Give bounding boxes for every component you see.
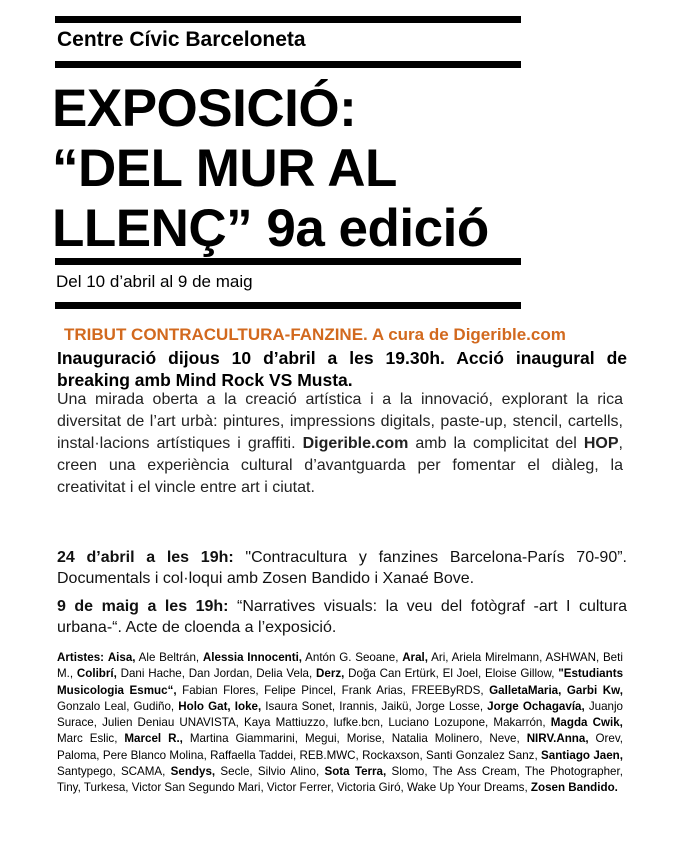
artist-name: Secle,: [220, 765, 253, 779]
artist-name: Makarrón,: [493, 716, 546, 730]
artist-name: Jorge Ochagavía,: [487, 699, 585, 713]
venue-name: Centre Cívic Barceloneta: [57, 28, 306, 51]
artist-name: Victoria Giró,: [336, 781, 404, 795]
artist-name: Jorge Losse,: [415, 699, 484, 713]
artist-name: Raffaella Taddei,: [210, 748, 297, 762]
artist-name: SCAMA,: [120, 765, 166, 779]
title-line-3: LLENÇ” 9a edició: [52, 199, 489, 258]
artist-name: Juanjo Surace,: [57, 699, 623, 730]
artist-name: Luciano Lozupone,: [388, 716, 489, 730]
artist-name: Eloise Gillow,: [484, 667, 555, 681]
dates-rule: [55, 302, 521, 309]
event-date: 24 d’abril a les 19h:: [57, 549, 234, 566]
artist-name: Gonzalo Leal,: [57, 699, 130, 713]
artist-name: Delia Vela,: [256, 667, 313, 681]
artist-name: Isaura Sonet,: [265, 699, 336, 713]
artist-name: Silvio Alino,: [257, 765, 320, 779]
artist-name: Sota Terra,: [324, 765, 387, 779]
event-date: 9 de maig a les 19h:: [57, 598, 229, 615]
artist-name: Pere Blanco Molina,: [102, 748, 207, 762]
artist-name: Frank Arias,: [341, 683, 406, 697]
event-text: "Contracultura y fanzines Barcelona-París 70-90”. Documentals i col·loqui amb Zosen Bandido i Xanaé Bove.: [57, 549, 628, 587]
artist-name: Jaikü,: [381, 699, 412, 713]
artist-name: Magda Cwik,: [550, 716, 623, 730]
artist-names: [57, 651, 623, 794]
tribute-heading: TRIBUT CONTRACULTURA-FANZINE. A cura de Digerible.com: [64, 325, 566, 344]
artist-name: Aisa,: [107, 651, 136, 664]
title-line-1: EXPOSICIÓ:: [52, 79, 357, 138]
description-paragraph: [57, 389, 623, 499]
artist-name: Dani Hache,: [120, 667, 185, 681]
artist-name: Neve,: [489, 732, 520, 746]
artist-name: lufke.bcn,: [333, 716, 384, 730]
artist-name: Ari,: [431, 651, 449, 664]
artist-name: Derz,: [316, 667, 345, 681]
artist-name: Megui,: [304, 732, 340, 746]
artist-name: ASHWAN,: [545, 651, 600, 664]
artist-name: Martina Giammarini,: [189, 732, 298, 746]
event-text: “Narratives visuals: la veu del fotògraf -art I cultura urbana-“. Acte de cloenda a l’exposició.: [57, 598, 627, 636]
venue-rule: [55, 61, 521, 68]
exhibition-title: [52, 79, 489, 259]
artist-name: Rockaxson,: [362, 748, 423, 762]
artist-name: The Photographer,: [524, 765, 623, 779]
artist-name: Irannis,: [339, 699, 378, 713]
artist-name: Felipe Pincel,: [264, 683, 337, 697]
artist-name: Marcel R.,: [124, 732, 183, 746]
artist-name: Gudiño,: [133, 699, 175, 713]
artist-name: Santi Gonzalez Sanz,: [426, 748, 538, 762]
artist-name: Santiago Jaen,: [541, 748, 623, 762]
artist-name: El Joel,: [442, 667, 482, 681]
artist-name: Beti M.,: [57, 651, 623, 681]
artist-name: Antón G. Seoane,: [305, 651, 399, 664]
artist-name: Slomo,: [391, 765, 428, 779]
artist-name: Orev,: [595, 732, 623, 746]
top-rule: [55, 16, 521, 23]
artist-name: Zosen Bandido.: [530, 781, 618, 795]
event-item: [57, 547, 627, 589]
description-part-3: , creen una experiència cultural d’avantguarda per fomentar el diàleg, la creativitat i el vincle entre art i ciutat.: [57, 435, 623, 496]
artist-name: Tiny,: [57, 781, 81, 795]
artist-name: Natalia Molinero,: [391, 732, 483, 746]
inauguration-text: Inauguració dijous 10 d’abril a les 19.30h. Acció inaugural de breaking amb Mind Rock VS Musta.: [57, 348, 627, 390]
artist-name: Sendys,: [170, 765, 216, 779]
artist-name: Julien Deniau UNAVISTA,: [102, 716, 239, 730]
artist-name: Victor San Segundo Mari,: [131, 781, 264, 795]
artist-name: Paloma,: [57, 748, 100, 762]
artist-name: GalletaMaria,: [489, 683, 562, 697]
artist-name: The Ass Cream,: [432, 765, 520, 779]
artist-name: Morise,: [346, 732, 385, 746]
artist-name: Ioke,: [234, 699, 262, 713]
event-item: [57, 596, 627, 638]
artist-name: Turkesa,: [83, 781, 129, 795]
artist-name: Wake Up Your Dreams,: [406, 781, 528, 795]
artist-name: Fabian Flores,: [182, 683, 259, 697]
artists-label: Artistes:: [57, 651, 105, 664]
hop-name: HOP: [583, 435, 619, 452]
artist-name: Ale Beltrán,: [138, 651, 200, 664]
artist-name: "Estudiants Musicologia Esmuc“,: [57, 667, 624, 697]
artist-name: Garbi Kw,: [566, 683, 623, 697]
artist-name: Aral,: [402, 651, 428, 664]
artist-name: FREEByRDS,: [411, 683, 484, 697]
artists-list: [57, 650, 623, 797]
artist-name: Doğa Can Ertürk,: [348, 667, 439, 681]
artist-name: NIRV.Anna,: [526, 732, 589, 746]
artist-name: Marc Eslic,: [57, 732, 118, 746]
title-line-2: “DEL MUR AL: [52, 139, 397, 198]
artist-name: Holo Gat,: [178, 699, 231, 713]
artist-name: Colibrí,: [76, 667, 117, 681]
description-part-2: amb la complicitat del: [415, 435, 577, 452]
artist-name: Kaya Mattiuzzo,: [244, 716, 329, 730]
title-rule: [55, 258, 521, 265]
exhibition-dates: Del 10 d’abril al 9 de maig: [56, 272, 253, 291]
brand-name: Digerible.com: [302, 435, 409, 452]
artist-name: Victor Ferrer,: [266, 781, 334, 795]
artist-name: REB.MWC,: [299, 748, 359, 762]
artist-name: Santypego,: [57, 765, 116, 779]
artist-name: Ariela Mirelmann,: [451, 651, 543, 664]
description-part-1: Una mirada oberta a la creació artística i a la innovació, explorant la rica diversitat de l’art urbà: pintures, impressions digitals, paste-up, stencil, cartells, instal·lacions artístiques i graffiti.: [57, 391, 623, 452]
artist-name: Dan Jordan,: [188, 667, 253, 681]
artist-name: Alessia Innocenti,: [202, 651, 303, 664]
